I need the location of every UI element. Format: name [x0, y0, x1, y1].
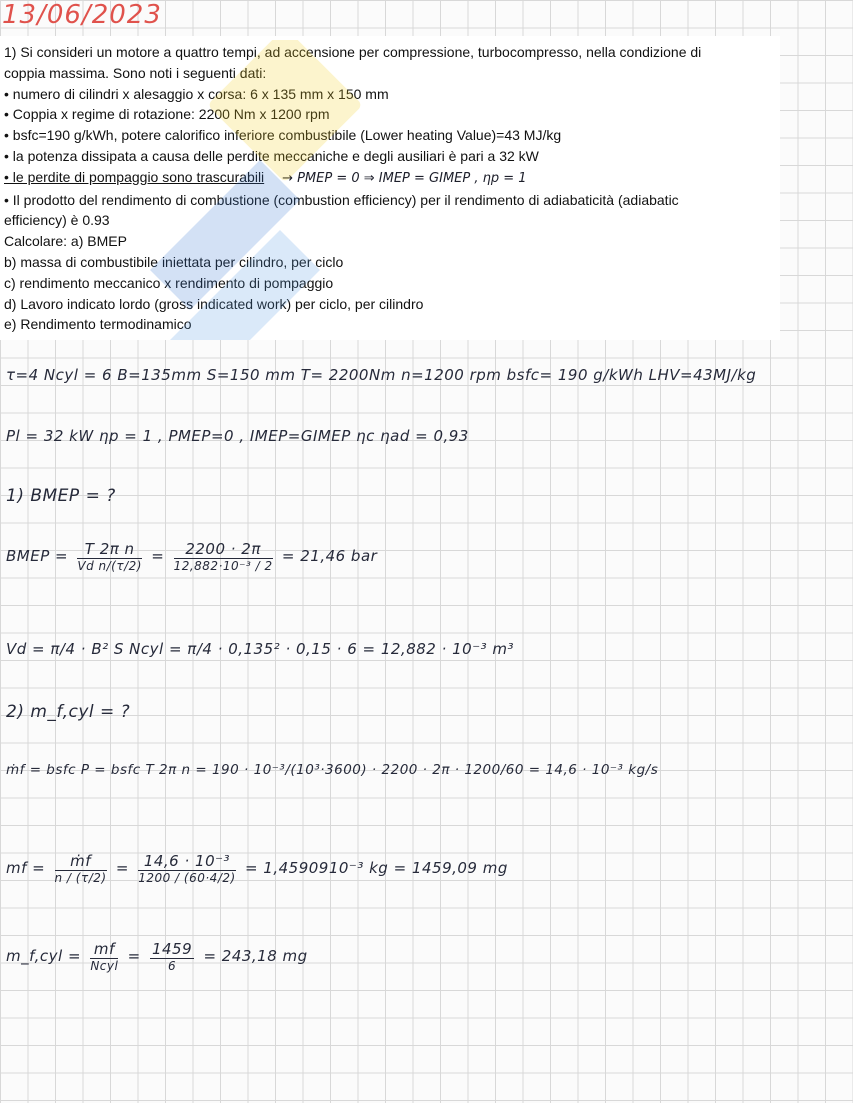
bmep-equation: BMEP = $\frac{\text{T 2π n}}{\text{Vd n/(τ/2)}}$ = $\frac{2200 \cdot 2\pi}{\text{12,882·10⁻³ / 2}}$ = 21,46 bar: [6, 540, 378, 573]
date-heading: 13/06/2023: [2, 0, 162, 30]
fraction-denominator: Ncyl: [90, 959, 119, 973]
fraction-numerator: 2200 · 2π: [174, 540, 273, 559]
mf-fraction-2: [138, 852, 235, 885]
fuel-rate-equation: ṁf = bsfc P = bsfc T 2π n = 190 · 10⁻³/(10³·3600) · 2200 · 2π · 1200/60 = 14,6 · 10⁻³ kg/s: [6, 762, 659, 778]
fuel-mass-equation: mf = $\frac{\text{ṁf}}{n / (\tau/2)}$ = $\frac{\text{14,6 · 10⁻³}}{1200 / (60\cdot 4/2)}$ = 1,4590910⁻³ kg = 1459,09 mg: [6, 852, 508, 885]
problem-line: • numero di cilindri x alesaggio x corsa: 6 x 135 mm x 150 mm: [4, 85, 389, 102]
fraction-numerator: ṁf: [55, 852, 107, 871]
fraction-numerator: T 2π n: [77, 540, 142, 559]
fraction-denominator: n / (τ/2): [54, 871, 107, 885]
problem-line: c) rendimento meccanico x rendimento di pompaggio: [4, 274, 334, 291]
handwritten-annotation: → PMEP = 0 ⇒ IMEP = GIMEP , ηp = 1: [282, 170, 527, 186]
fraction-numerator: 14,6 · 10⁻³: [138, 852, 235, 871]
fraction-denominator: 6: [167, 959, 177, 973]
question-2-heading: 2) m_f,cyl = ?: [6, 702, 131, 722]
given-data-line-2: Pl = 32 kW ηp = 1 , PMEP=0 , IMEP=GIMEP ηc ηad = 0,93: [6, 427, 469, 445]
problem-line: d) Lavoro indicato lordo (gross indicated work) per ciclo, per cilindro: [4, 295, 424, 312]
problem-line: • bsfc=190 g/kWh, potere calorifico inferiore combustibile (Lower heating Value)=43 MJ/kg: [4, 127, 562, 144]
mfcyl-lhs: m_f,cyl =: [6, 947, 82, 965]
bmep-fraction-2: [174, 540, 273, 573]
fraction-denominator: 1200 / (60·4/2): [138, 871, 236, 885]
mfcyl-fraction-2: [150, 940, 194, 973]
mfcyl-result: = 243,18 mg: [203, 947, 308, 965]
question-1-heading: 1) BMEP = ?: [6, 486, 116, 506]
fraction-denominator: Vd n/(τ/2): [77, 559, 142, 573]
given-data-line-1: τ=4 Ncyl = 6 B=135mm S=150 mm T= 2200Nm n=1200 rpm bsfc= 190 g/kWh LHV=43MJ/kg: [6, 366, 757, 384]
mf-fraction-1: [55, 852, 107, 885]
fraction-numerator: mf: [90, 940, 118, 959]
fraction-numerator: 1459: [151, 940, 193, 958]
mf-result: = 1,4590910⁻³ kg = 1459,09 mg: [244, 859, 508, 877]
problem-statement: [0, 36, 780, 340]
problem-line: • la potenza dissipata a causa delle perdite meccaniche e degli ausiliari è pari a 32 kW: [4, 147, 539, 164]
mf-lhs: mf =: [6, 859, 46, 877]
problem-line: b) massa di combustibile iniettata per cilindro, per ciclo: [4, 253, 344, 270]
problem-line: coppia massima. Sono noti i seguenti dati:: [4, 64, 267, 81]
problem-line: e) Rendimento termodinamico: [4, 316, 192, 333]
underlined-text: • le perdite di pompaggio sono trascurabili: [4, 168, 265, 185]
problem-line: • Il prodotto del rendimento di combustione (combustion efficiency) per il rendimento di adiabaticità (adiabatic: [4, 191, 679, 208]
problem-line: efficiency) è 0.93: [4, 212, 110, 229]
problem-line-pumping: [4, 167, 780, 190]
fraction-denominator: 12,882·10⁻³ / 2: [173, 559, 273, 573]
bmep-result: = 21,46 bar: [281, 547, 378, 565]
problem-line: 1) Si consideri un motore a quattro tempi, ad accensione per compressione, turbocompresso, nella condizione di: [4, 44, 702, 60]
problem-line: Calcolare: a) BMEP: [4, 233, 127, 250]
problem-line: • Coppia x regime di rotazione: 2200 Nm x 1200 rpm: [4, 106, 330, 123]
bmep-fraction-1: [77, 540, 142, 573]
fuel-mass-per-cylinder-equation: m_f,cyl = $\frac{mf}{\text{Ncyl}}$ = $\frac{1459}{6}$ = 243,18 mg: [6, 940, 308, 973]
mfcyl-fraction-1: [90, 940, 118, 973]
bmep-lhs: BMEP =: [6, 547, 69, 565]
displacement-equation: Vd = π/4 · B² S Ncyl = π/4 · 0,135² · 0,15 · 6 = 12,882 · 10⁻³ m³: [6, 640, 515, 658]
